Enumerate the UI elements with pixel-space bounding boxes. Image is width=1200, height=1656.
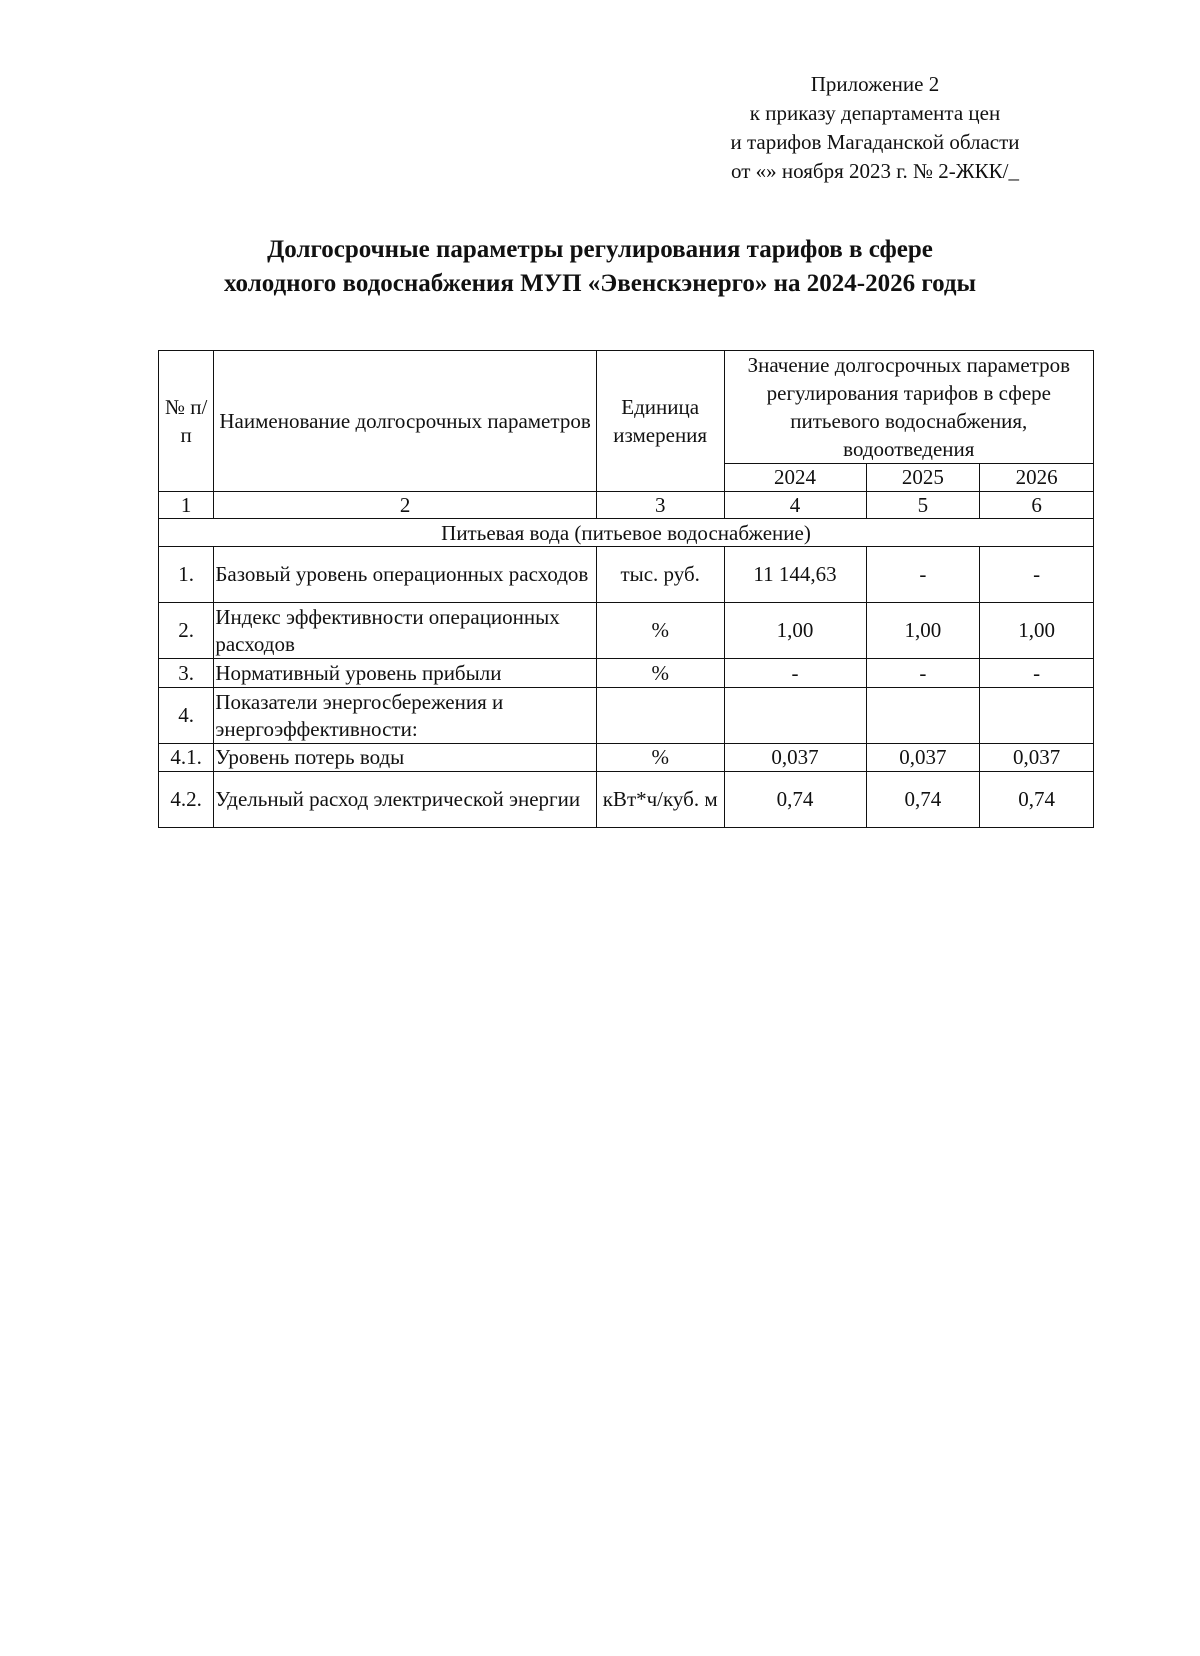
table-row <box>159 547 1094 603</box>
appendix-line: от «» ноября 2023 г. № 2-ЖКК/_ <box>731 159 1019 183</box>
column-number: 5 <box>866 492 980 519</box>
row-value-2024 <box>724 688 866 744</box>
appendix-line: к приказу департамента цен <box>749 101 1001 125</box>
row-num: 1. <box>159 547 214 603</box>
header-num: № п/п <box>159 351 214 492</box>
row-unit <box>596 688 724 744</box>
column-number: 2 <box>214 492 596 519</box>
table-row <box>159 603 1094 659</box>
row-num: 3. <box>159 659 214 688</box>
row-unit: % <box>596 659 724 688</box>
row-num: 4.1. <box>159 744 214 772</box>
row-value-2026 <box>980 688 1094 744</box>
row-unit: % <box>596 603 724 659</box>
row-value-2026: 1,00 <box>980 603 1094 659</box>
appendix-line: Приложение 2 <box>810 72 940 96</box>
row-num: 4.2. <box>159 772 214 828</box>
table-row <box>159 744 1094 772</box>
table-row <box>159 659 1094 688</box>
column-number: 3 <box>596 492 724 519</box>
column-number: 6 <box>980 492 1094 519</box>
column-number: 4 <box>724 492 866 519</box>
row-unit: кВт*ч/куб. м <box>596 772 724 828</box>
row-value-2024: 1,00 <box>724 603 866 659</box>
row-value-2026: 0,74 <box>980 772 1094 828</box>
row-value-2026: - <box>980 659 1094 688</box>
row-value-2025: - <box>866 659 980 688</box>
table-row <box>159 688 1094 744</box>
row-name: Базовый уровень операционных расходов <box>214 547 596 603</box>
row-value-2024: - <box>724 659 866 688</box>
document-title <box>120 233 1080 301</box>
row-value-2025: - <box>866 547 980 603</box>
row-value-2025: 0,74 <box>866 772 980 828</box>
row-name: Нормативный уровень прибыли <box>214 659 596 688</box>
header-year: 2025 <box>866 464 980 492</box>
row-name: Уровень потерь воды <box>214 744 596 772</box>
row-value-2024: 0,037 <box>724 744 866 772</box>
column-number: 1 <box>159 492 214 519</box>
row-value-2026: 0,037 <box>980 744 1094 772</box>
row-unit: % <box>596 744 724 772</box>
row-num: 2. <box>159 603 214 659</box>
row-value-2025 <box>866 688 980 744</box>
appendix-block <box>695 70 1055 186</box>
row-num: 4. <box>159 688 214 744</box>
title-line: холодного водоснабжения МУП «Эвенскэнерго» на 2024-2026 годы <box>223 270 977 297</box>
header-unit: Единица измерения <box>596 351 724 492</box>
appendix-line: и тарифов Магаданской области <box>730 130 1020 154</box>
row-name: Индекс эффективности операционных расходов <box>214 603 596 659</box>
row-value-2025: 1,00 <box>866 603 980 659</box>
header-year: 2024 <box>724 464 866 492</box>
row-unit: тыс. руб. <box>596 547 724 603</box>
row-name: Показатели энергосбережения и энергоэффективности: <box>214 688 596 744</box>
row-value-2024: 11 144,63 <box>724 547 866 603</box>
row-name: Удельный расход электрической энергии <box>214 772 596 828</box>
header-values-group: Значение долгосрочных параметров регулирования тарифов в сфере питьевого водоснабжения, водоотведения <box>724 351 1093 464</box>
row-value-2026: - <box>980 547 1094 603</box>
row-value-2024: 0,74 <box>724 772 866 828</box>
section-header: Питьевая вода (питьевое водоснабжение) <box>159 519 1094 547</box>
title-line: Долгосрочные параметры регулирования тарифов в сфере <box>267 236 933 263</box>
row-value-2025: 0,037 <box>866 744 980 772</box>
table-row <box>159 772 1094 828</box>
header-name: Наименование долгосрочных параметров <box>214 351 596 492</box>
parameters-table <box>158 350 1094 828</box>
header-year: 2026 <box>980 464 1094 492</box>
